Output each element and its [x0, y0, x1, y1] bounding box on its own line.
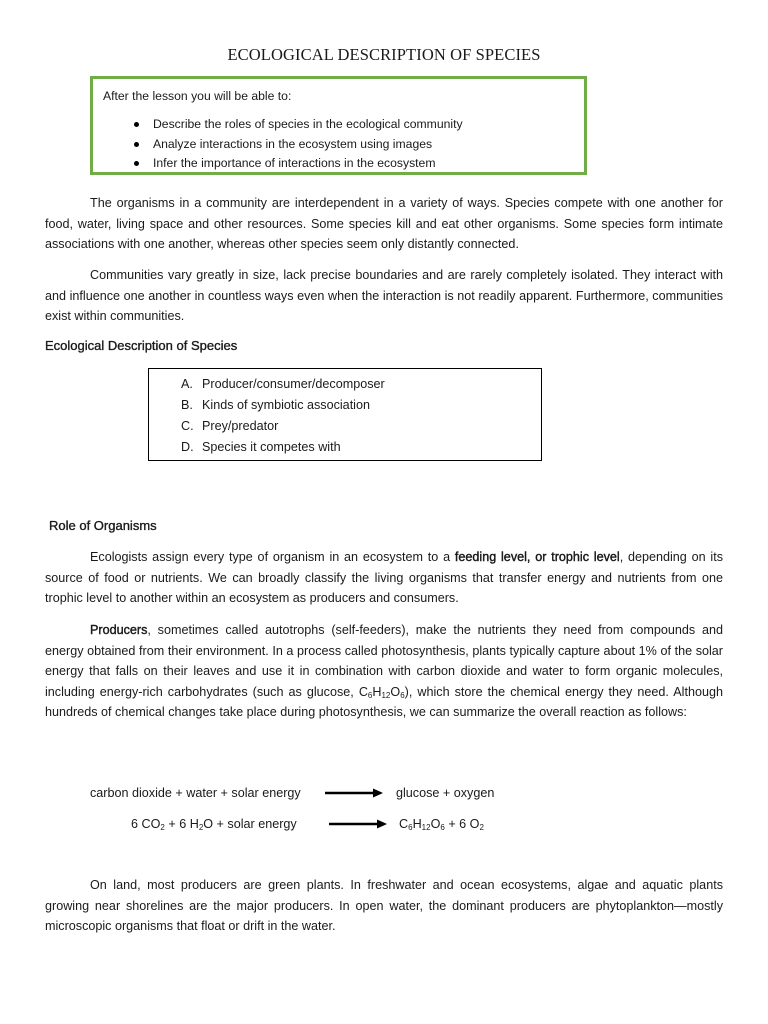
objective-item: Analyze interactions in the ecosystem using images [103, 135, 574, 155]
subscript: 2 [198, 823, 204, 832]
text-run: O [390, 684, 401, 699]
page-title: ECOLOGICAL DESCRIPTION OF SPECIES [227, 45, 541, 64]
objective-item: Describe the roles of species in the ecological community [103, 115, 574, 135]
list-letter: A. [181, 377, 193, 391]
list-item [181, 395, 541, 416]
subscript: 6 [367, 690, 373, 700]
text-run: H [372, 684, 382, 699]
ecological-description-list-box [148, 368, 542, 461]
list-letter: C. [181, 419, 194, 433]
text-run: O + solar energy [203, 817, 297, 831]
list-item [181, 416, 541, 437]
list-text: Prey/predator [202, 419, 279, 433]
list-item [181, 374, 541, 395]
list-letter: B. [181, 398, 193, 412]
subscript: 12 [421, 823, 431, 832]
reaction-arrow-icon [329, 818, 389, 830]
chemical-equation-products [399, 814, 484, 834]
list-text: Producer/consumer/decomposer [202, 377, 385, 391]
reaction-arrow-icon [325, 787, 385, 799]
section-heading-ecological-description: Ecological Description of Species [45, 338, 238, 353]
subscript: 2 [479, 823, 484, 832]
text-run: H [412, 817, 422, 831]
subscript: 6 [400, 690, 405, 700]
bold-term-trophic-level: feeding level, or trophic level [454, 550, 620, 564]
subscript: 12 [381, 690, 391, 700]
text-run: O [430, 817, 441, 831]
list-item [181, 437, 541, 458]
bold-term-producers: Producers [90, 623, 148, 637]
subscript: 2 [160, 823, 165, 832]
paragraph-producers [45, 620, 723, 723]
list-text: Species it competes with [202, 440, 341, 454]
objectives-intro: After the lesson you will be able to: [103, 89, 292, 103]
text-run: Ecologists assign every type of organism in an ecosystem to a [90, 550, 455, 564]
section-heading-role-of-organisms: Role of Organisms [49, 518, 157, 533]
text-run: , sometimes called autotrophs (self-feeders), make the nutrients they need from compounds and energy obtained from their environment. In a process called photosynthesis, plants typically capture about 1% of the solar energy that falls on their leaves and use it in combination with carbon dioxide and water to form organic molecules, including energy-rich carbohydrates (such as glucose, C [45, 623, 723, 699]
text-run: + 6 H [164, 817, 199, 831]
paragraph-communities: Communities vary greatly in size, lack precise boundaries and are rarely completely isolated. They interact with and influence one another in countless ways even when the interaction is not readily apparent. Furthermore, communities exist within communities. [45, 268, 723, 323]
word-equation-products: glucose + oxygen [396, 786, 495, 800]
text-run: 6 CO [131, 817, 161, 831]
chemical-equation-reactants [131, 814, 297, 834]
paragraph-green-plants: On land, most producers are green plants. In freshwater and ocean ecosystems, algae and aquatic plants growing near shorelines are the major producers. In open water, the dominant producers are phytoplankton—mostly microscopic organisms that float or drift in the water. [45, 878, 723, 933]
text-run: , depending on its source of food or nutrients. We can broadly classify the living organisms that transfer energy and nutrients from one trophic level to another within an ecosystem as producers and consumers. [45, 550, 723, 605]
subscript: 6 [408, 823, 413, 832]
learning-objectives-box [90, 76, 587, 175]
paragraph-interdependence: The organisms in a community are interdependent in a variety of ways. Species compete with one another for food, water, living space and other resources. Some species kill and eat other organisms. Some species form intimate associations with one another, whereas other species seem only distantly connected. [45, 196, 723, 251]
paragraph-trophic-level [45, 547, 723, 609]
text-run: + 6 O [444, 817, 480, 831]
list-letter: D. [181, 440, 194, 454]
text-run: C [399, 817, 409, 831]
objectives-list [103, 115, 574, 174]
subscript: 6 [440, 823, 445, 832]
word-equation-reactants: carbon dioxide + water + solar energy [90, 786, 301, 800]
objective-item: Infer the importance of interactions in the ecosystem [103, 154, 574, 174]
list-text: Kinds of symbiotic association [202, 398, 370, 412]
text-run: ), which store the chemical energy they need. Although hundreds of chemical changes take place during photosynthesis, we can summarize the overall reaction as follows: [45, 684, 723, 719]
